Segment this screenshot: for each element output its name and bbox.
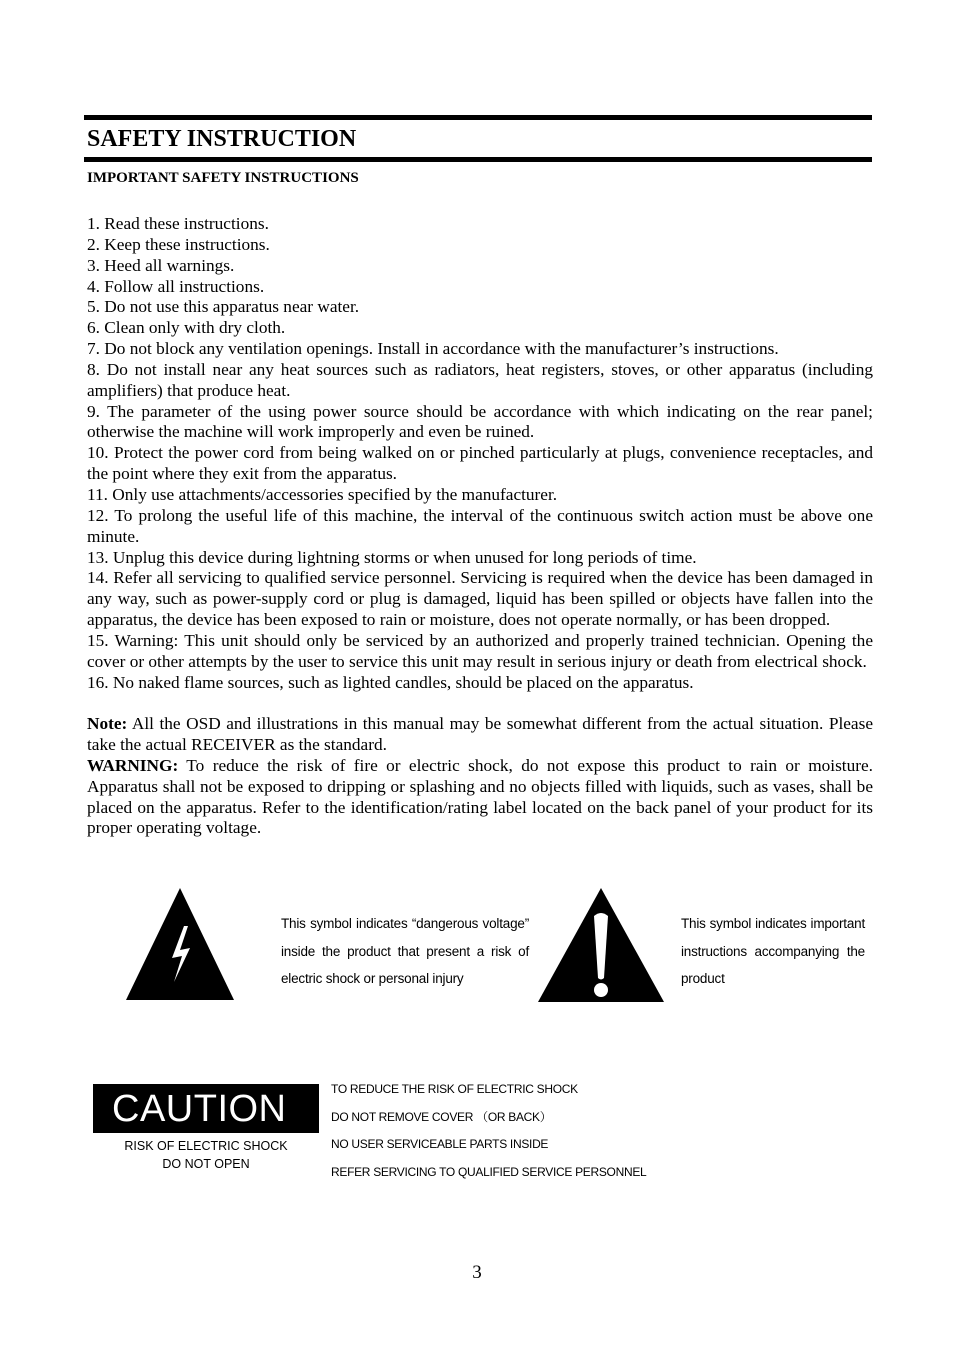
instructions-body [87, 214, 873, 839]
lightning-warning-icon [124, 886, 236, 1002]
instruction-item: 14. Refer all servicing to qualified service personnel. Servicing is required when the device has been damaged in any way, such as power-supply cord or plug is damaged, liquid has been spilled or objects have fallen into the apparatus, the device has been exposed to rain or moisture, does not operate normally, or has been dropped. [87, 568, 873, 630]
important-symbol-line: This symbol indicates important [681, 916, 865, 931]
instruction-item: 1. Read these instructions. [87, 214, 269, 233]
voltage-symbol-line: inside the product that present a risk of [281, 943, 529, 959]
instruction-item: 8. Do not install near any heat sources such as radiators, heat registers, stoves, or other apparatus (including amplifiers) that produce heat. [87, 359, 873, 400]
page-number: 3 [472, 1262, 482, 1283]
header-rule-bottom [84, 157, 872, 162]
section-subtitle: IMPORTANT SAFETY INSTRUCTIONS [87, 170, 359, 186]
important-symbol-line: instructions accompanying the [681, 943, 865, 959]
instruction-item: 15. Warning: This unit should only be serviced by an authorized and properly trained technician. Opening the cover or other attempts by the user to service this unit may result in serious injury or death from electrical shock. [87, 630, 873, 671]
caution-label: CAUTION [112, 1088, 287, 1130]
instruction-item: 2. Keep these instructions. [87, 234, 270, 254]
instruction-item: 11. Only use attachments/accessories specified by the manufacturer. [87, 484, 558, 504]
instruction-item: 3. Heed all warnings. [87, 255, 235, 275]
page-title: SAFETY INSTRUCTION [87, 126, 357, 152]
paragraph-gap [87, 693, 873, 714]
warning-paragraph [87, 756, 873, 839]
caution-warning-line: REFER SERVICING TO QUALIFIED SERVICE PERSONNEL [331, 1164, 647, 1179]
instruction-item: 9. The parameter of the using power source should be accordance with which indicating on the rear panel; otherwise the machine will work improperly and even be ruined. [87, 401, 873, 442]
voltage-symbol-line: electric shock or personal injury [281, 971, 464, 986]
caution-warning-line: NO USER SERVICEABLE PARTS INSIDE [331, 1137, 549, 1151]
instruction-item: 5. Do not use this apparatus near water. [87, 297, 360, 317]
instruction-item: 10. Protect the power cord from being walked on or pinched particularly at plugs, convenience receptacles, and the point where they exit from the apparatus. [87, 443, 873, 484]
warning-label: WARNING: [87, 755, 179, 775]
caution-subtitle: RISK OF ELECTRIC SHOCK [124, 1139, 288, 1153]
instruction-item: 4. Follow all instructions. [87, 276, 265, 296]
voltage-symbol-description [281, 910, 529, 993]
instruction-item: 13. Unplug this device during lightning storms or when unused for long periods of time. [87, 547, 697, 567]
warning-text: To reduce the risk of fire or electric shock, do not expose this product to rain or moisture. Apparatus shall not be exposed to dripping or splashing and no objects filled with liquids, such as vases, shall be placed on the apparatus. Refer to the identification/rating label located on the back panel of your product for its proper operating voltage. [87, 755, 873, 838]
header-rule-top [84, 115, 872, 120]
caution-subtitle: DO NOT OPEN [162, 1157, 250, 1171]
instruction-item: 7. Do not block any ventilation openings. Install in accordance with the manufacturer’s instructions. [87, 339, 779, 359]
caution-warning-line: TO REDUCE THE RISK OF ELECTRIC SHOCK [331, 1082, 578, 1096]
note-paragraph [87, 714, 873, 756]
instruction-item: 16. No naked flame sources, such as lighted candles, should be placed on the apparatus. [87, 672, 694, 692]
caution-warnings [331, 1076, 646, 1186]
important-symbol-description [681, 910, 865, 993]
instruction-item: 6. Clean only with dry cloth. [87, 318, 286, 338]
note-text: All the OSD and illustrations in this manual may be somewhat different from the actual situation. Please take the actual RECEIVER as the standard. [87, 714, 873, 755]
exclamation-warning-icon [536, 886, 666, 1004]
note-label: Note: [87, 714, 128, 734]
instruction-item: 12. To prolong the useful life of this machine, the interval of the continuous switch action must be above one minute. [87, 505, 873, 546]
voltage-symbol-line: This symbol indicates “dangerous voltage” [281, 916, 529, 931]
important-symbol-line: product [681, 971, 725, 986]
caution-warning-line: DO NOT REMOVE COVER （OR BACK） [331, 1109, 552, 1124]
